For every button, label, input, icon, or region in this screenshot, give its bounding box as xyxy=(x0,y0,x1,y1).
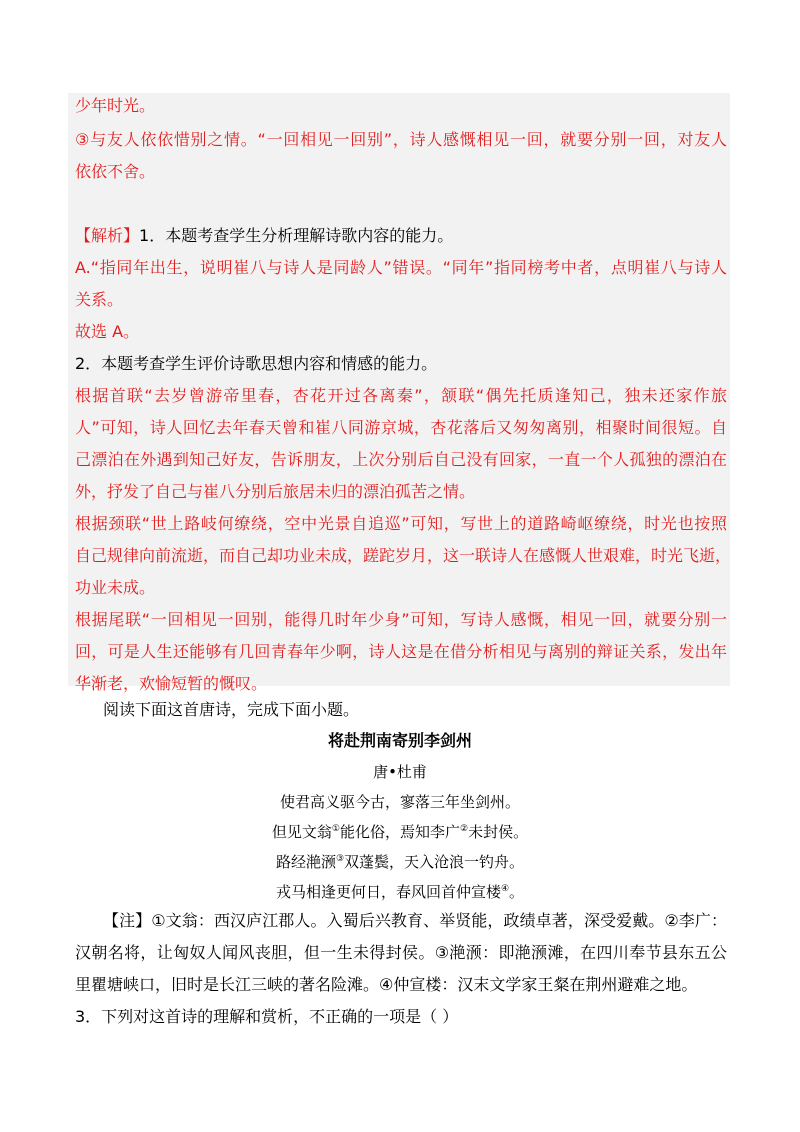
analysis-q2-line-3: 己漂泊在外遇到知己好友，告诉朋友，上次分别后自己没有回家，一直一个人孤独的漂泊在 xyxy=(75,450,727,469)
poem-author: 唐•杜甫 xyxy=(373,763,427,781)
analysis-q2-line-5: 根据颈联“世上路岐何缭绕，空中光景自追巡”可知，写世上的道路崎岖缭绕，时光也按照 xyxy=(75,514,727,533)
analysis-q2-intro: 2．本题考查学生评价诗歌思想内容和情感的能力。 xyxy=(75,354,438,373)
analysis-q1-line-3: 故选 A。 xyxy=(75,322,140,341)
question-3: 3．下列对这首诗的理解和赏析，不正确的一项是（ ） xyxy=(75,1007,459,1026)
analysis-q1-intro: 1．本题考查学生分析理解诗歌内容的能力。 xyxy=(139,226,454,245)
answer-line-1: 少年时光。 xyxy=(75,96,156,115)
analysis-q2-line-9: 回，可是人生还能够有几回青春年少啊，诗人这是在借分析相见与离别的辩证关系，发出年 xyxy=(75,642,727,661)
poem-line-3: 路经滟滪③双蓬鬓，天入沧浪一钓舟。 xyxy=(275,853,525,871)
analysis-q2-line-6: 自己规律向前流逝，而自己却功业未成，蹉跎岁月，这一联诗人在感慨人世艰难，时光飞逝， xyxy=(75,546,732,565)
answer-line-3: 依依不舍。 xyxy=(75,162,156,181)
analysis-q2-line-8: 根据尾联“一回相见一回别，能得几时年少身”可知，写诗人感慨，相见一回，就要分别一 xyxy=(75,610,727,629)
poem-line-4: 戎马相逢更何日，春风回首仲宣楼④。 xyxy=(275,883,525,901)
notes-line-2: 汉朝名将，让匈奴人闻风丧胆，但一生未得封侯。③滟滪：即滟滪滩，在四川奉节县东五公 xyxy=(75,943,727,962)
answer-line-2: ③与友人依依惜别之情。“一回相见一回别”，诗人感慨相见一回，就要分别一回，对友人 xyxy=(75,130,727,149)
notes-line-1: 【注】①文翁：西汉庐江郡人。入蜀后兴教育、举贤能，政绩卓著，深受爱戴。②李广： xyxy=(103,911,727,930)
reading-instruction: 阅读下面这首唐诗，完成下面小题。 xyxy=(103,700,360,719)
note-ref-4: ④ xyxy=(500,884,510,894)
analysis-q1-line-2: 关系。 xyxy=(75,290,124,309)
analysis-q2-line-7: 功业未成。 xyxy=(75,578,156,597)
notes-line-3: 里瞿塘峡口，旧时是长江三峡的著名险滩。④仲宣楼：汉末文学家王粲在荆州避难之地。 xyxy=(75,975,698,994)
poem-line-2: 但见文翁①能化俗，焉知李广②未封侯。 xyxy=(271,823,529,841)
poem-title: 将赴荆南寄别李剑州 xyxy=(327,731,472,750)
poem-line-1: 使君高义驱今古，寥落三年坐剑州。 xyxy=(279,793,520,811)
analysis-q2-line-4: 外，抒发了自己与崔八分别后旅居未归的漂泊孤苦之情。 xyxy=(75,482,476,501)
analysis-tag: 【解析】 xyxy=(75,226,140,245)
analysis-heading xyxy=(75,226,453,246)
analysis-q1-line-1: A.“指同年出生，说明崔八与诗人是同龄人”错误。“同年”指同榜考中者，点明崔八与诗人 xyxy=(75,258,727,277)
analysis-q2-line-1: 根据首联“去岁曾游帝里春，杏花开过各离秦”，颔联“偶先托质逢知己，独未还家作旅 xyxy=(75,386,727,405)
analysis-q2-line-2: 人”可知，诗人回忆去年春天曾和崔八同游京城，杏花落后又匆匆离别，相聚时间很短。自 xyxy=(75,418,727,437)
analysis-q2-line-10: 华渐老，欢愉短暂的慨叹。 xyxy=(75,674,268,693)
note-ref-2: ② xyxy=(460,824,469,834)
note-ref-3: ③ xyxy=(335,854,345,864)
note-ref-1: ① xyxy=(331,824,340,834)
